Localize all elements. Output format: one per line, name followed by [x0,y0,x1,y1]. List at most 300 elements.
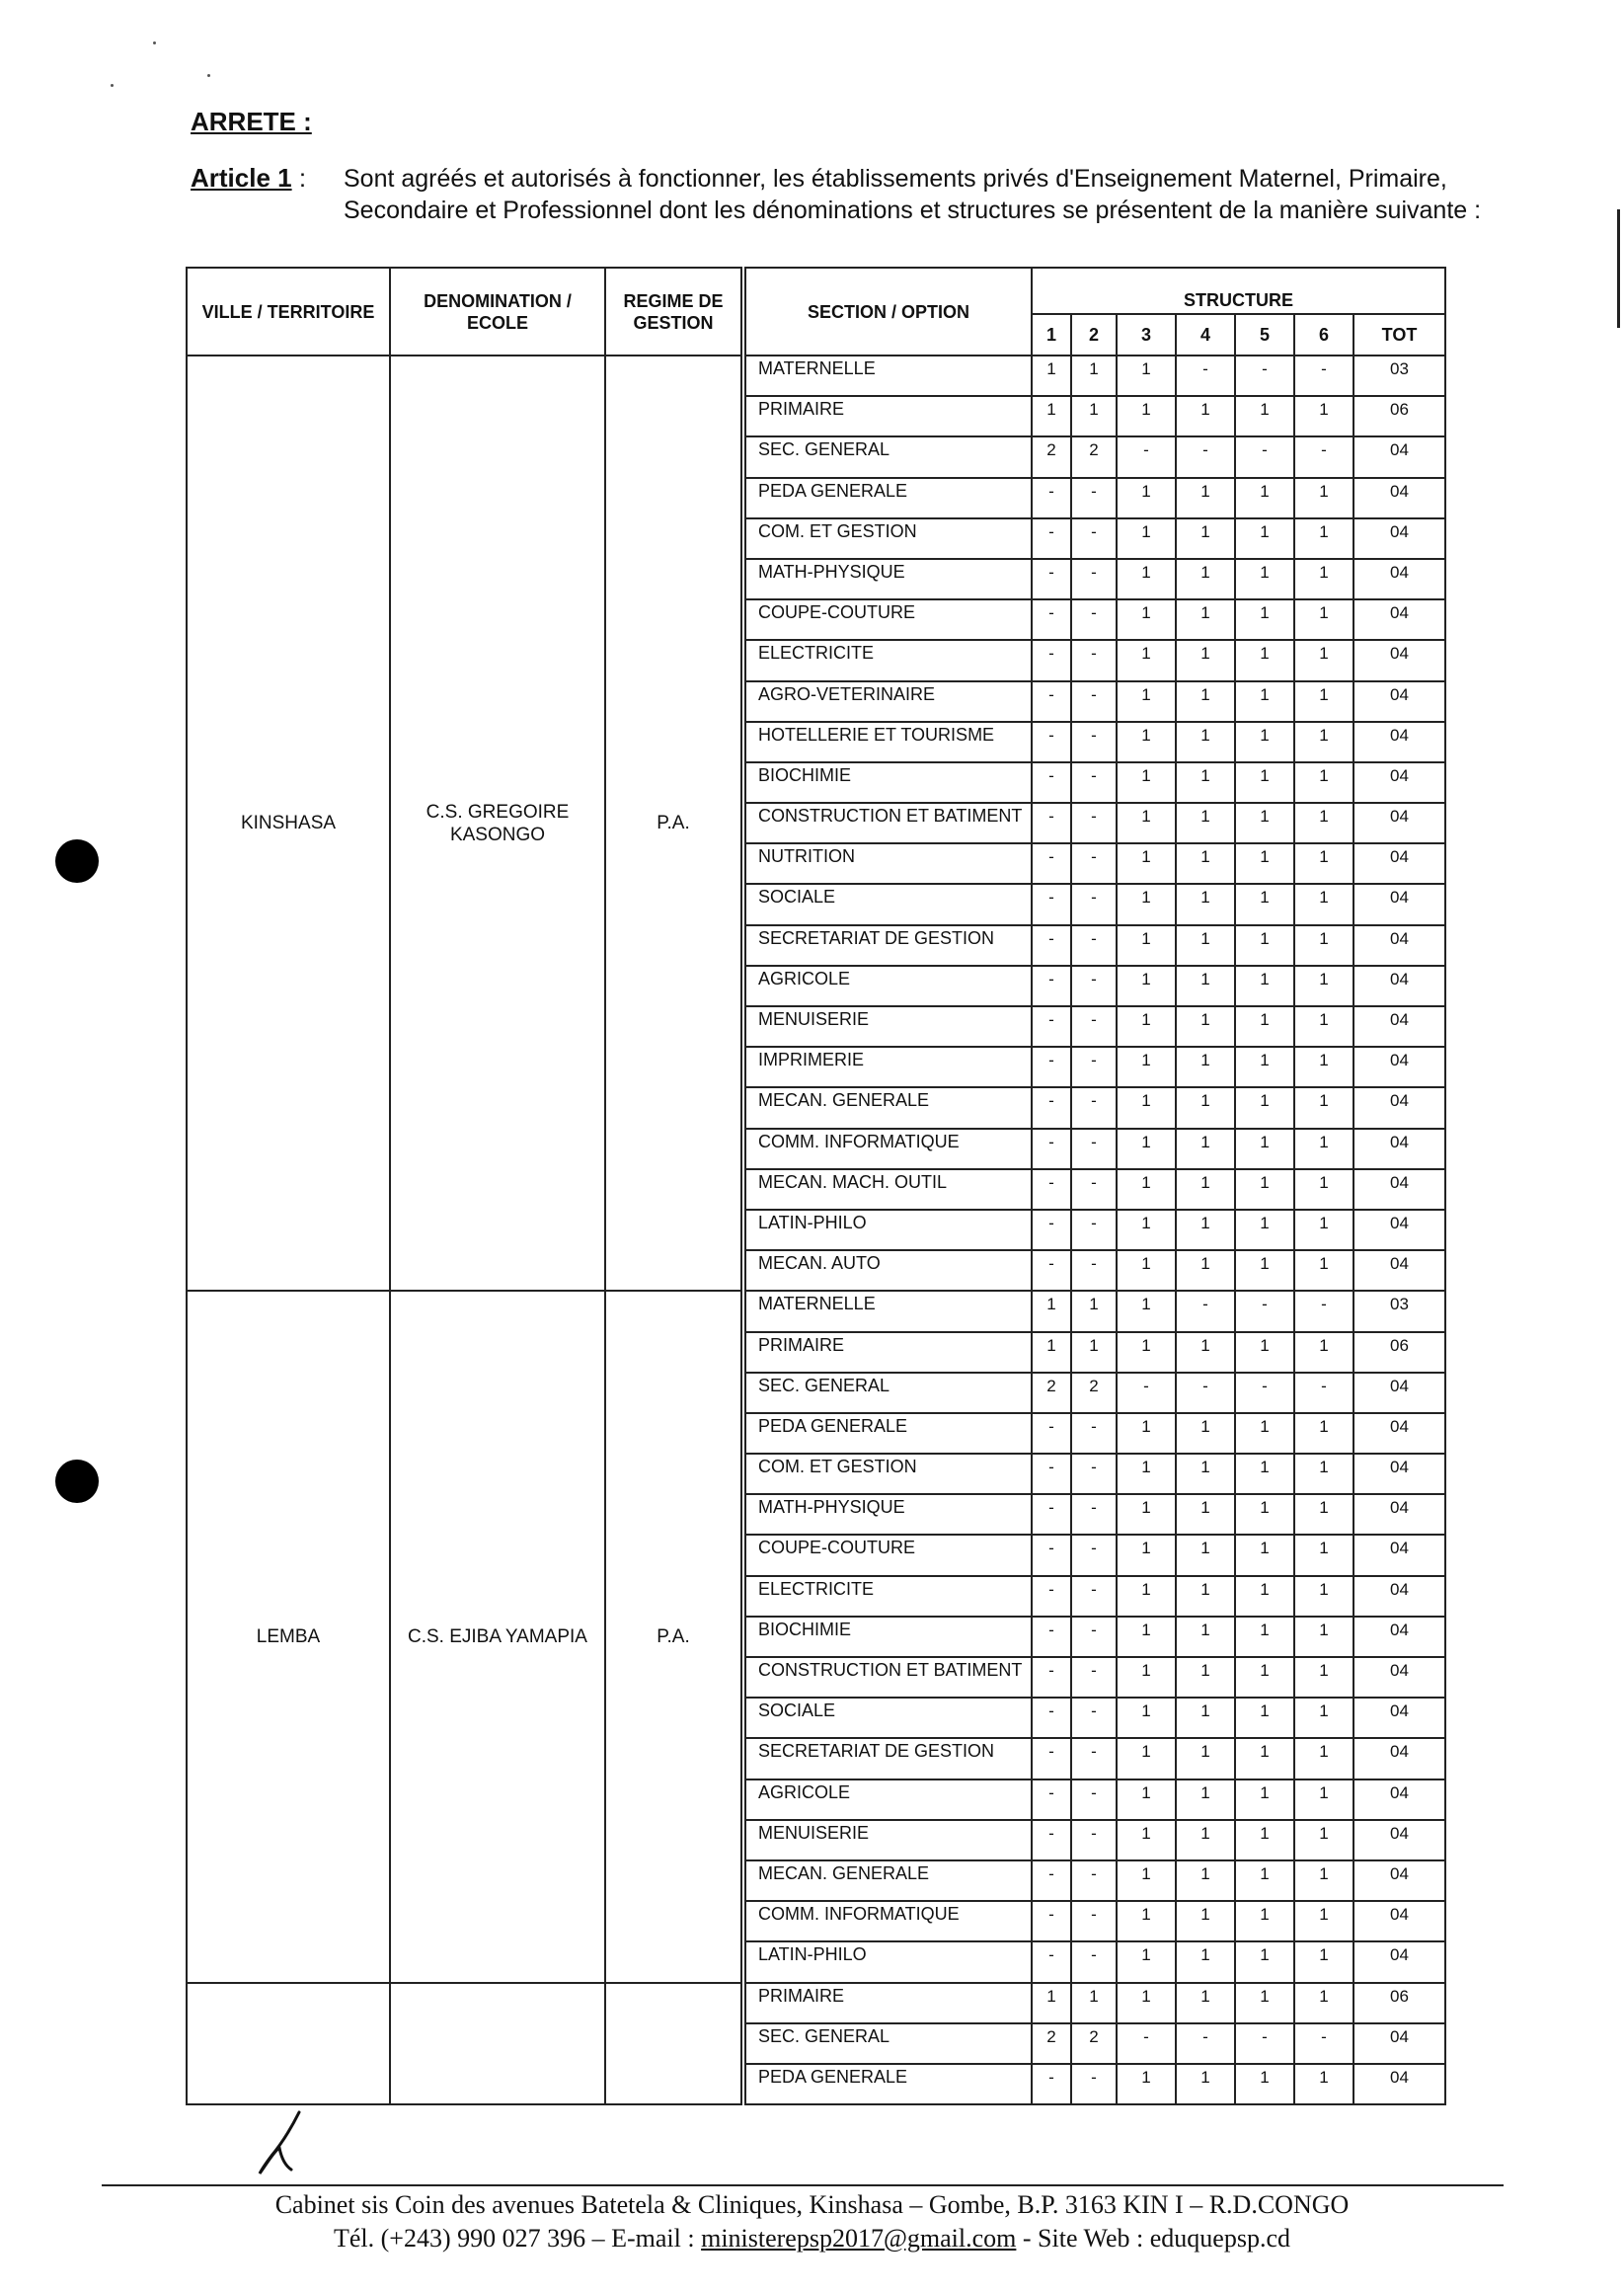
structure-cell: 1 [1117,1087,1176,1128]
structure-cell: 2 [1071,1373,1117,1413]
school-regime: P.A. [605,1291,741,1982]
structure-cell: - [1032,1494,1071,1535]
structure-cell: 1 [1117,1494,1176,1535]
structure-cell: 1 [1176,396,1235,436]
structure-cell: 1 [1294,396,1353,436]
footer-site: - Site Web : eduquepsp.cd [1016,2224,1290,2253]
structure-cell: 1 [1117,356,1176,396]
structure-cell: 1 [1117,1047,1176,1087]
structure-cell: 1 [1117,722,1176,762]
section-option-cell: SOCIALE [745,884,1032,924]
structure-cell: 1 [1294,1820,1353,1860]
structure-cell: - [1032,1129,1071,1169]
structure-cell: - [1176,356,1235,396]
section-option-cell: PRIMAIRE [745,396,1032,436]
structure-cell: - [1176,436,1235,477]
structure-cell: 1 [1176,518,1235,559]
structure-cell: - [1071,762,1117,803]
total-cell: 04 [1353,518,1445,559]
structure-cell: - [1032,1738,1071,1779]
total-cell: 04 [1353,2064,1445,2104]
section-option-cell: SOCIALE [745,1698,1032,1738]
structure-cell: 1 [1176,803,1235,843]
structure-cell: - [1071,1169,1117,1210]
structure-cell: 1 [1235,478,1294,518]
arrete-heading: ARRETE : [191,107,312,136]
structure-cell: 1 [1235,681,1294,722]
table-row [187,356,1445,396]
section-option-cell: LATIN-PHILO [745,1210,1032,1250]
school-ville [187,1983,390,2105]
structure-cell: - [1032,966,1071,1006]
structure-cell: 1 [1294,1860,1353,1901]
total-cell: 04 [1353,1779,1445,1820]
section-option-cell: AGRICOLE [745,1779,1032,1820]
structure-cell: - [1071,640,1117,680]
structure-cell: 1 [1294,640,1353,680]
structure-cell: - [1071,1535,1117,1575]
section-option-cell: BIOCHIMIE [745,762,1032,803]
structure-cell: - [1032,1657,1071,1698]
structure-cell: 1 [1176,925,1235,966]
section-option-cell: COMM. INFORMATIQUE [745,1129,1032,1169]
section-option-cell: MENUISERIE [745,1820,1032,1860]
header-level: 4 [1176,314,1235,356]
structure-cell: - [1032,559,1071,599]
header-level: 6 [1294,314,1353,356]
structure-cell: 1 [1235,1820,1294,1860]
structure-cell: 1 [1235,559,1294,599]
structure-cell: - [1032,1860,1071,1901]
total-cell: 04 [1353,599,1445,640]
structure-cell: 1 [1117,1738,1176,1779]
structure-cell: 1 [1117,1820,1176,1860]
structure-cell: - [1032,478,1071,518]
structure-cell: - [1071,1250,1117,1291]
structure-cell: 1 [1117,884,1176,924]
structure-cell: 1 [1294,559,1353,599]
header-level: 3 [1117,314,1176,356]
section-option-cell: SEC. GENERAL [745,1373,1032,1413]
structure-cell: 1 [1294,1535,1353,1575]
structure-cell: 1 [1176,1738,1235,1779]
structure-cell: 1 [1176,1169,1235,1210]
structure-cell: - [1117,1373,1176,1413]
structure-cell: 1 [1117,681,1176,722]
structure-cell: 1 [1235,1535,1294,1575]
structure-cell: 1 [1117,1210,1176,1250]
total-cell: 04 [1353,1210,1445,1250]
structure-cell: 1 [1032,396,1071,436]
structure-cell: 1 [1032,1983,1071,2023]
structure-cell: 2 [1032,1373,1071,1413]
section-option-cell: MATH-PHYSIQUE [745,559,1032,599]
structure-cell: 1 [1117,1169,1176,1210]
structure-cell: 1 [1117,1413,1176,1454]
structure-cell: 1 [1294,1087,1353,1128]
structure-cell: 1 [1235,1087,1294,1128]
structure-cell: 1 [1176,1698,1235,1738]
total-cell: 04 [1353,1169,1445,1210]
structure-cell: - [1071,803,1117,843]
structure-cell: 1 [1235,762,1294,803]
total-cell: 04 [1353,559,1445,599]
structure-cell: 1 [1117,1901,1176,1941]
structure-cell: 1 [1235,1169,1294,1210]
structure-cell: 1 [1176,843,1235,884]
section-option-cell: IMPRIMERIE [745,1047,1032,1087]
structure-cell: 1 [1117,396,1176,436]
section-option-cell: HOTELLERIE ET TOURISME [745,722,1032,762]
section-option-cell: ELECTRICITE [745,640,1032,680]
scan-speck [207,74,210,77]
structure-cell: 1 [1117,1860,1176,1901]
structure-cell: 1 [1176,722,1235,762]
structure-cell: 1 [1235,2064,1294,2104]
section-option-cell: PEDA GENERALE [745,478,1032,518]
section-option-cell: LATIN-PHILO [745,1941,1032,1982]
structure-cell: 1 [1117,1617,1176,1657]
structure-cell: - [1032,1006,1071,1047]
structure-cell: 1 [1176,1413,1235,1454]
total-cell: 04 [1353,722,1445,762]
total-cell: 04 [1353,640,1445,680]
structure-cell: 1 [1117,1006,1176,1047]
structure-cell: 1 [1071,396,1117,436]
structure-cell: 1 [1294,1169,1353,1210]
section-option-cell: PRIMAIRE [745,1332,1032,1373]
structure-cell: - [1071,1901,1117,1941]
structure-cell: 1 [1071,1291,1117,1331]
total-cell: 04 [1353,2023,1445,2064]
header-structure: STRUCTURE [1032,268,1445,314]
structure-cell: 1 [1294,1250,1353,1291]
structure-cell: - [1294,1373,1353,1413]
section-option-cell: COUPE-COUTURE [745,1535,1032,1575]
structure-cell: 1 [1294,1657,1353,1698]
structure-cell: 1 [1294,2064,1353,2104]
structure-cell: 1 [1176,599,1235,640]
structure-cell: 2 [1071,436,1117,477]
section-option-cell: COUPE-COUTURE [745,599,1032,640]
structure-cell: 1 [1294,1941,1353,1982]
structure-cell: 1 [1117,1535,1176,1575]
structure-cell: 1 [1176,1860,1235,1901]
structure-cell: 1 [1176,1617,1235,1657]
article-text: Sont agréés et autorisés à fonctionner, les établissements privés d'Enseignement Maternel, Primaire, Secondaire et Professionnel dont les dénominations et structures se présentent de la manière suivante : [344,165,1482,224]
structure-cell: - [1032,762,1071,803]
structure-cell: 1 [1117,925,1176,966]
total-cell: 04 [1353,1373,1445,1413]
school-denomination: C.S. GREGOIRE KASONGO [390,356,605,1291]
structure-cell: - [1071,1454,1117,1494]
structure-cell: 1 [1071,356,1117,396]
structure-cell: 1 [1294,762,1353,803]
structure-cell: 1 [1294,1006,1353,1047]
section-option-cell: MECAN. GENERALE [745,1087,1032,1128]
structure-cell: 1 [1032,356,1071,396]
structure-cell: - [1071,1657,1117,1698]
structure-cell: 1 [1235,1657,1294,1698]
section-option-cell: COM. ET GESTION [745,518,1032,559]
article-colon: : [291,163,307,193]
total-cell: 04 [1353,803,1445,843]
table-row [187,1291,1445,1331]
structure-cell: 1 [1117,966,1176,1006]
structure-cell: 1 [1235,1129,1294,1169]
total-cell: 04 [1353,843,1445,884]
structure-cell: - [1032,1169,1071,1210]
structure-cell: - [1032,843,1071,884]
structure-cell: 1 [1176,2064,1235,2104]
structure-cell: - [1032,518,1071,559]
total-cell: 04 [1353,1860,1445,1901]
signature-mark [252,2108,311,2177]
structure-cell: 1 [1176,478,1235,518]
structure-cell: - [1071,925,1117,966]
total-cell: 04 [1353,1047,1445,1087]
total-cell: 04 [1353,1006,1445,1047]
structure-cell: - [1032,1820,1071,1860]
structure-cell: - [1235,2023,1294,2064]
structure-cell: 1 [1176,1087,1235,1128]
total-cell: 04 [1353,1454,1445,1494]
structure-cell: - [1071,1210,1117,1250]
table-row [187,1983,1445,2023]
structure-cell: 1 [1117,640,1176,680]
structure-cell: - [1071,1941,1117,1982]
structure-cell: - [1032,1413,1071,1454]
structure-cell: - [1071,1779,1117,1820]
structure-cell: - [1071,518,1117,559]
structure-cell: 1 [1235,843,1294,884]
structure-cell: 1 [1235,396,1294,436]
total-cell: 04 [1353,1087,1445,1128]
structure-cell: 2 [1032,2023,1071,2064]
structure-cell: 1 [1176,1494,1235,1535]
structure-cell: - [1071,1087,1117,1128]
structure-cell: 1 [1176,762,1235,803]
structure-cell: 1 [1235,1738,1294,1779]
structure-cell: - [1071,478,1117,518]
structure-cell: 1 [1294,966,1353,1006]
structure-cell: - [1032,1779,1071,1820]
total-cell: 04 [1353,1250,1445,1291]
total-cell: 04 [1353,1494,1445,1535]
scan-edge-mark [1617,209,1620,328]
structure-cell: - [1071,966,1117,1006]
structure-cell: 1 [1117,599,1176,640]
structure-cell: 1 [1117,1454,1176,1494]
section-option-cell: ELECTRICITE [745,1576,1032,1617]
header-level: 1 [1032,314,1071,356]
structure-cell: 1 [1235,599,1294,640]
structure-cell: 1 [1294,1698,1353,1738]
structure-cell: 1 [1294,1576,1353,1617]
structure-cell: 1 [1235,1860,1294,1901]
section-option-cell: CONSTRUCTION ET BATIMENT [745,803,1032,843]
structure-cell: 1 [1117,478,1176,518]
total-cell: 04 [1353,1657,1445,1698]
school-denomination [390,1983,605,2105]
header-denomination: DENOMINATION / ECOLE [390,268,605,356]
structure-cell: - [1032,1576,1071,1617]
structure-cell: 1 [1176,1657,1235,1698]
structure-cell: - [1294,1291,1353,1331]
structure-cell: - [1235,436,1294,477]
structure-cell: - [1071,2064,1117,2104]
structure-cell: 1 [1117,1250,1176,1291]
structure-cell: 1 [1294,925,1353,966]
structure-cell: 1 [1235,803,1294,843]
structure-cell: 1 [1235,1779,1294,1820]
structure-cell: 1 [1294,1047,1353,1087]
header-tot: TOT [1353,314,1445,356]
total-cell: 04 [1353,478,1445,518]
school-ville: KINSHASA [187,356,390,1291]
structure-cell: - [1071,599,1117,640]
header-section: SECTION / OPTION [745,268,1032,356]
structure-cell: - [1071,1576,1117,1617]
section-option-cell: SECRETARIAT DE GESTION [745,925,1032,966]
structure-cell: - [1235,1373,1294,1413]
total-cell: 04 [1353,966,1445,1006]
structure-cell: 1 [1176,1779,1235,1820]
section-option-cell: MENUISERIE [745,1006,1032,1047]
structure-cell: 1 [1294,1901,1353,1941]
structure-cell: - [1032,803,1071,843]
structure-cell: - [1071,681,1117,722]
structure-cell: 1 [1117,2064,1176,2104]
structure-cell: - [1032,1250,1071,1291]
header-ville: VILLE / TERRITOIRE [187,268,390,356]
structure-cell: - [1294,2023,1353,2064]
structure-cell: - [1071,1494,1117,1535]
structure-cell: 2 [1071,2023,1117,2064]
footer-contact [0,2224,1624,2253]
structure-cell: 1 [1176,1332,1235,1373]
structure-cell: - [1071,1860,1117,1901]
total-cell: 04 [1353,1901,1445,1941]
structure-cell: - [1071,722,1117,762]
structure-cell: 1 [1176,1983,1235,2023]
structure-cell: 1 [1235,1413,1294,1454]
structure-cell: - [1032,1210,1071,1250]
structure-cell: - [1176,2023,1235,2064]
structure-cell: - [1032,2064,1071,2104]
total-cell: 04 [1353,762,1445,803]
structure-cell: 1 [1176,1941,1235,1982]
header-level: 5 [1235,314,1294,356]
section-option-cell: AGRO-VETERINAIRE [745,681,1032,722]
section-option-cell: SEC. GENERAL [745,2023,1032,2064]
structure-cell: 1 [1117,1129,1176,1169]
structure-cell: 1 [1294,843,1353,884]
structure-cell: - [1032,681,1071,722]
structure-cell: - [1176,1373,1235,1413]
structure-cell: 1 [1294,1332,1353,1373]
structure-cell: 1 [1176,1535,1235,1575]
structure-cell: - [1071,1820,1117,1860]
section-option-cell: MECAN. AUTO [745,1250,1032,1291]
structure-cell: 1 [1294,478,1353,518]
section-option-cell: PEDA GENERALE [745,1413,1032,1454]
structure-cell: 1 [1294,1983,1353,2023]
structure-cell: 1 [1235,1576,1294,1617]
structure-cell: 1 [1294,518,1353,559]
structure-cell: 1 [1235,1941,1294,1982]
structure-cell: 1 [1235,722,1294,762]
structure-cell: 1 [1176,640,1235,680]
structure-cell: - [1071,1129,1117,1169]
section-option-cell: BIOCHIMIE [745,1617,1032,1657]
structure-cell: 1 [1235,640,1294,680]
school-denomination: C.S. EJIBA YAMAPIA [390,1291,605,1982]
section-option-cell: PEDA GENERALE [745,2064,1032,2104]
scan-speck [153,41,156,44]
footer-tel: Tél. (+243) 990 027 396 – E-mail : [333,2224,702,2253]
total-cell: 04 [1353,1576,1445,1617]
structure-cell: 1 [1294,722,1353,762]
total-cell: 06 [1353,396,1445,436]
total-cell: 04 [1353,1413,1445,1454]
structure-cell: - [1117,436,1176,477]
structure-cell: 1 [1294,1129,1353,1169]
total-cell: 04 [1353,1941,1445,1982]
structure-cell: 1 [1176,1454,1235,1494]
structure-cell: - [1071,1738,1117,1779]
structure-cell: 1 [1117,1657,1176,1698]
structure-cell: 1 [1117,843,1176,884]
scan-speck [111,84,114,87]
structure-cell: 1 [1294,884,1353,924]
structure-cell: - [1032,1047,1071,1087]
school-ville: LEMBA [187,1291,390,1982]
structure-cell: - [1071,1413,1117,1454]
structure-cell: - [1294,436,1353,477]
structure-cell: 1 [1117,1576,1176,1617]
footer-address: Cabinet sis Coin des avenues Batetela & Cliniques, Kinshasa – Gombe, B.P. 3163 KIN I – R.D.CONGO [274,2190,1350,2219]
structure-cell: 1 [1235,518,1294,559]
structure-cell: - [1071,1047,1117,1087]
structure-cell: - [1032,1617,1071,1657]
structure-cell: - [1071,1698,1117,1738]
structure-cell: 1 [1117,762,1176,803]
structure-cell: 1 [1117,1332,1176,1373]
structure-cell: 1 [1071,1332,1117,1373]
total-cell: 04 [1353,925,1445,966]
structure-cell: 1 [1235,1698,1294,1738]
structure-cell: 1 [1176,1006,1235,1047]
school-regime: P.A. [605,356,741,1291]
section-option-cell: AGRICOLE [745,966,1032,1006]
structure-cell: - [1032,1087,1071,1128]
structure-cell: 1 [1176,1210,1235,1250]
structure-cell: - [1032,1941,1071,1982]
structure-cell: 1 [1176,884,1235,924]
structure-cell: 1 [1294,1210,1353,1250]
total-cell: 04 [1353,1535,1445,1575]
structure-cell: - [1032,925,1071,966]
structure-cell: 1 [1117,1983,1176,2023]
structure-cell: 1 [1176,1129,1235,1169]
total-cell: 06 [1353,1332,1445,1373]
footer-email-link[interactable]: ministerepsp2017@gmail.com [701,2224,1017,2253]
section-option-cell: MATERNELLE [745,1291,1032,1331]
structure-cell: - [1032,640,1071,680]
structure-cell: 1 [1176,1576,1235,1617]
structure-cell: 1 [1117,1291,1176,1331]
